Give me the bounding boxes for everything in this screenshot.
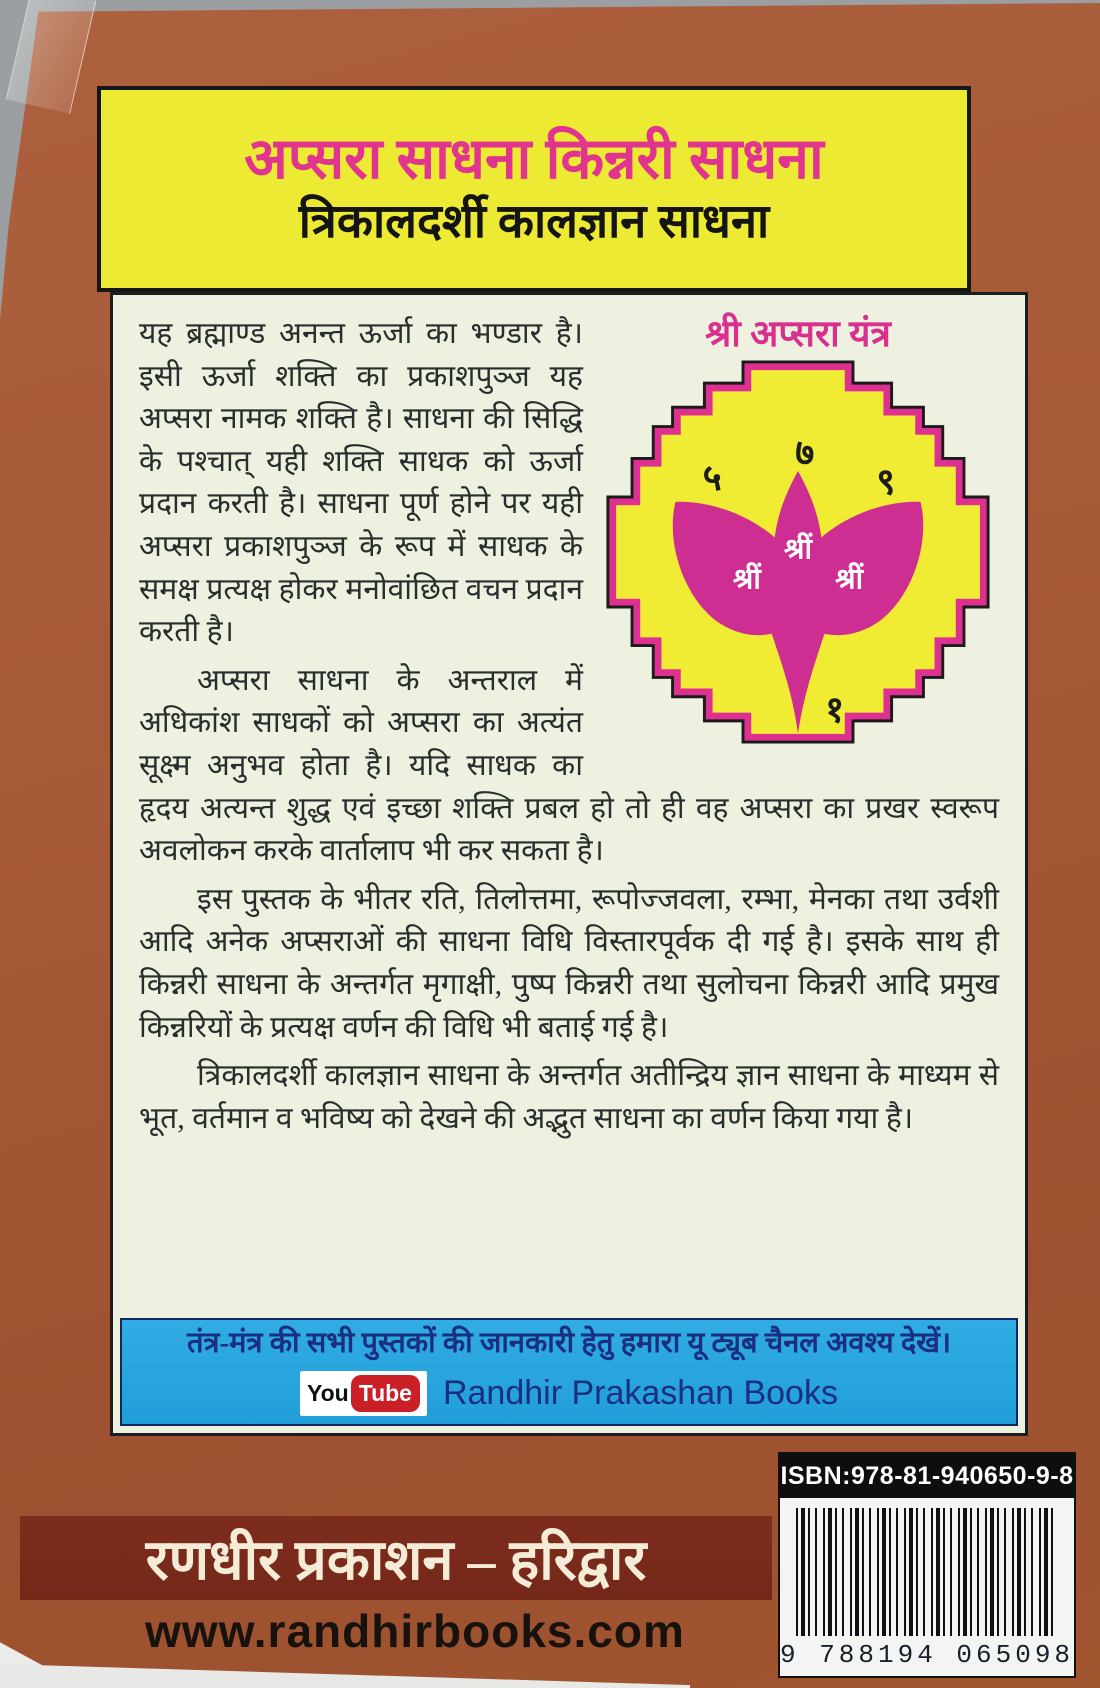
petal-mantra-right: श्रीं	[835, 564, 864, 597]
yantra-numeral-bottom: १	[825, 689, 845, 731]
apsara-yantra-diagram	[598, 359, 998, 745]
table-surface-top-edge	[0, 0, 1100, 12]
isbn-barcode-label	[778, 1452, 1076, 1678]
youtube-promo-strip	[120, 1318, 1018, 1426]
youtube-logo-you: You	[307, 1379, 349, 1406]
youtube-channel-name: Randhir Prakashan Books	[442, 1374, 838, 1413]
body-paragraph-3: इस पुस्तक के भीतर रति, तिलोत्तमा, रूपोज्जवला, रम्भा, मेनका तथा उर्वशी आदि अनेक अप्सराओं की साधना विधि विस्तारपूर्वक दी गई है। इसके साथ ही किन्नरी साधना के अन्तर्गत मृगाक्षी, पुष्प किन्नरी तथा सुलोचना किन्नरी आदि प्रमुख किन्नरियों के प्रत्यक्ष वर्णन की विधि भी बताई गई है।	[139, 882, 999, 1044]
isbn-number: ISBN:978-81-940650-9-8	[780, 1454, 1074, 1498]
book-title: अप्सरा साधना किन्नरी साधना	[244, 128, 824, 192]
youtube-logo-tube: Tube	[351, 1375, 420, 1412]
barcode-digits: 9 788194 065098	[780, 1640, 1075, 1670]
blurb-panel	[110, 292, 1028, 1436]
yantra-block	[597, 313, 999, 758]
table-surface-bottom-edge	[0, 1664, 690, 1688]
yantra-numeral-left: ५	[702, 457, 722, 499]
barcode-bars	[796, 1508, 1058, 1636]
yantra-heading: श्री अप्सरा यंत्र	[705, 314, 891, 355]
yantra-numeral-top: ७	[795, 432, 815, 474]
publisher-name: रणधीर प्रकाशन – हरिद्वार	[145, 1530, 647, 1592]
youtube-channel-row	[122, 1369, 1016, 1417]
body-paragraph-4: त्रिकालदर्शी कालज्ञान साधना के अन्तर्गत अतीन्द्रिय ज्ञान साधना के माध्यम से भूत, वर्तमान व भविष्य को देखने की अद्भुत साधना का वर्णन किया गया है।	[139, 1059, 999, 1135]
youtube-promo-text: तंत्र-मंत्र की सभी पुस्तकों की जानकारी हेतु हमारा यू ट्यूब चैनल अवश्य देखें।	[186, 1327, 952, 1359]
yantra-numeral-right: ९	[876, 461, 896, 503]
publisher-band	[20, 1516, 772, 1600]
petal-mantra-left: श्रीं	[732, 564, 761, 597]
book-subtitle: त्रिकालदर्शी कालज्ञान साधना	[298, 196, 770, 249]
title-plate	[97, 86, 971, 292]
body-paragraph-2: अप्सरा साधना के अन्तराल में अधिकांश साधकों को अप्सरा का अत्यंत सूक्ष्म अनुभव होता है। यदि साधक का हृदय अत्यन्त शुद्ध एवं इच्छा शक्ति प्रबल हो तो ही वह अप्सरा का प्रखर स्वरूप अवलोकन करके वार्तालाप भी कर सकता है।	[139, 663, 999, 868]
petal-mantra-center: श्रीं	[784, 534, 812, 567]
body-paragraph-1: यह ब्रह्माण्ड अनन्त ऊर्जा का भण्डार है। इसी ऊर्जा शक्ति का प्रकाशपुञ्ज यह अप्सरा नामक शक्ति है। साधना की सिद्धि के पश्चात् यही शक्ति साधक को ऊर्जा प्रदान करती है। साधना पूर्ण होने पर यही अप्सरा प्रकाशपुञ्ज के रूप में साधक के समक्ष प्रत्यक्ष होकर मनोवांछित वचन प्रदान करती है।	[139, 317, 583, 649]
youtube-logo-icon	[300, 1371, 427, 1416]
publisher-website: www.randhirbooks.com	[145, 1605, 685, 1657]
